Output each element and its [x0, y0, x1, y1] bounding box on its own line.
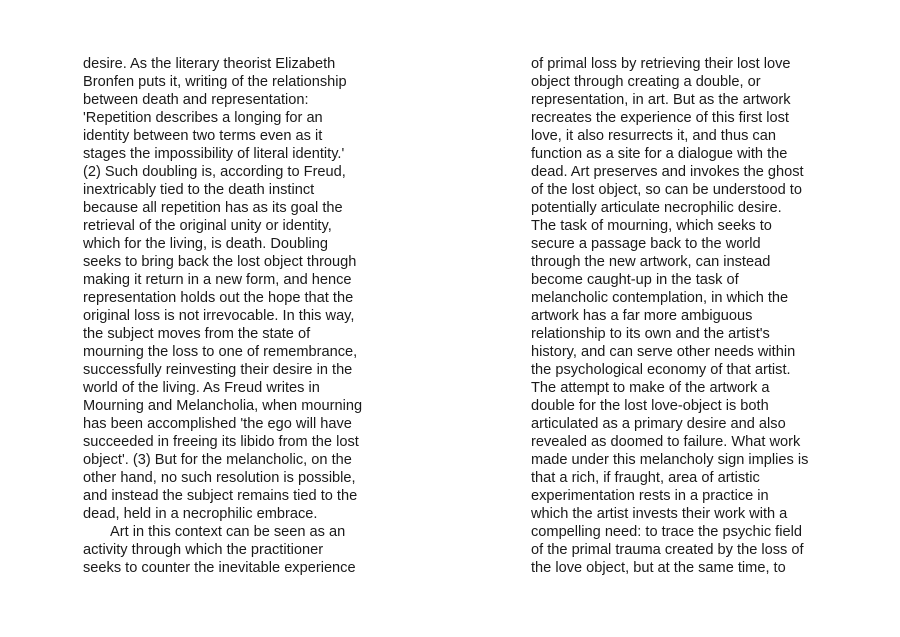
text-line: revealed as doomed to failure. What work [531, 434, 801, 450]
text-line: love, it also resurrects it, and thus can [531, 128, 776, 144]
text-line: representation holds out the hope that the [83, 290, 354, 306]
text-line: double for the lost love-object is both [531, 398, 769, 414]
text-line: relationship to its own and the artist's [531, 326, 770, 342]
text-line: function as a site for a dialogue with the [531, 146, 788, 162]
text-line: made under this melancholy sign implies is [531, 452, 809, 468]
text-line: the psychological economy of that artist. [531, 362, 791, 378]
left-text-column [83, 55, 388, 577]
text-line: the love object, but at the same time, to [531, 560, 786, 576]
text-line: articulated as a primary desire and also [531, 416, 786, 432]
text-line: potentially articulate necrophilic desire. [531, 200, 782, 216]
text-line: The attempt to make of the artwork a [531, 380, 770, 396]
text-line: 'Repetition describes a longing for an [83, 110, 323, 126]
text-line: that a rich, if fraught, area of artistic [531, 470, 760, 486]
text-line: experimentation rests in a practice in [531, 488, 769, 504]
text-line: representation, in art. But as the artwork [531, 92, 791, 108]
text-line: because all repetition has as its goal the [83, 200, 343, 216]
text-line: through the new artwork, can instead [531, 254, 771, 270]
text-line: (2) Such doubling is, according to Freud, [83, 164, 346, 180]
text-line: successfully reinvesting their desire in the [83, 362, 353, 378]
text-line: has been accomplished 'the ego will have [83, 416, 352, 432]
text-line: world of the living. As Freud writes in [83, 380, 320, 396]
text-line: identity between two terms even as it [83, 128, 323, 144]
text-line: of the primal trauma created by the loss of [531, 542, 804, 558]
paragraph-first-line: Art in this context can be seen as an [110, 524, 346, 540]
text-line: retrieval of the original unity or identity, [83, 218, 332, 234]
text-line: which for the living, is death. Doubling [83, 236, 328, 252]
text-line: making it return in a new form, and hence [83, 272, 352, 288]
text-line: stages the impossibility of literal identity.' [83, 146, 345, 162]
text-line: mourning the loss to one of remembrance, [83, 344, 358, 360]
text-line: activity through which the practitioner [83, 542, 324, 558]
text-line: Mourning and Melancholia, when mourning [83, 398, 363, 414]
text-line: The task of mourning, which seeks to [531, 218, 772, 234]
text-line: desire. As the literary theorist Elizabeth [83, 56, 336, 72]
text-line: object'. (3) But for the melancholic, on the [83, 452, 352, 468]
text-line: the subject moves from the state of [83, 326, 311, 342]
text-line: compelling need: to trace the psychic field [531, 524, 802, 540]
text-line: recreates the experience of this first lost [531, 110, 789, 126]
text-line: seeks to counter the inevitable experience [83, 560, 356, 576]
text-line: Bronfen puts it, writing of the relationship [83, 74, 347, 90]
text-line: secure a passage back to the world [531, 236, 761, 252]
text-line: succeeded in freeing its libido from the lost [83, 434, 359, 450]
text-line: history, and can serve other needs within [531, 344, 796, 360]
right-text-column [531, 55, 836, 577]
text-line: and instead the subject remains tied to the [83, 488, 358, 504]
text-line: other hand, no such resolution is possible, [83, 470, 356, 486]
text-line: dead. Art preserves and invokes the ghost [531, 164, 804, 180]
text-line: which the artist invests their work with a [531, 506, 788, 522]
text-line: artwork has a far more ambiguous [531, 308, 753, 324]
text-line: of the lost object, so can be understood to [531, 182, 802, 198]
text-line: original loss is not irrevocable. In this way, [83, 308, 355, 324]
text-line: dead, held in a necrophilic embrace. [83, 506, 318, 522]
text-line: become caught-up in the task of [531, 272, 739, 288]
text-line: between death and representation: [83, 92, 309, 108]
text-line: of primal loss by retrieving their lost love [531, 56, 791, 72]
text-line: seeks to bring back the lost object through [83, 254, 357, 270]
text-line: object through creating a double, or [531, 74, 761, 90]
text-line: inextricably tied to the death instinct [83, 182, 315, 198]
text-line: melancholic contemplation, in which the [531, 290, 789, 306]
